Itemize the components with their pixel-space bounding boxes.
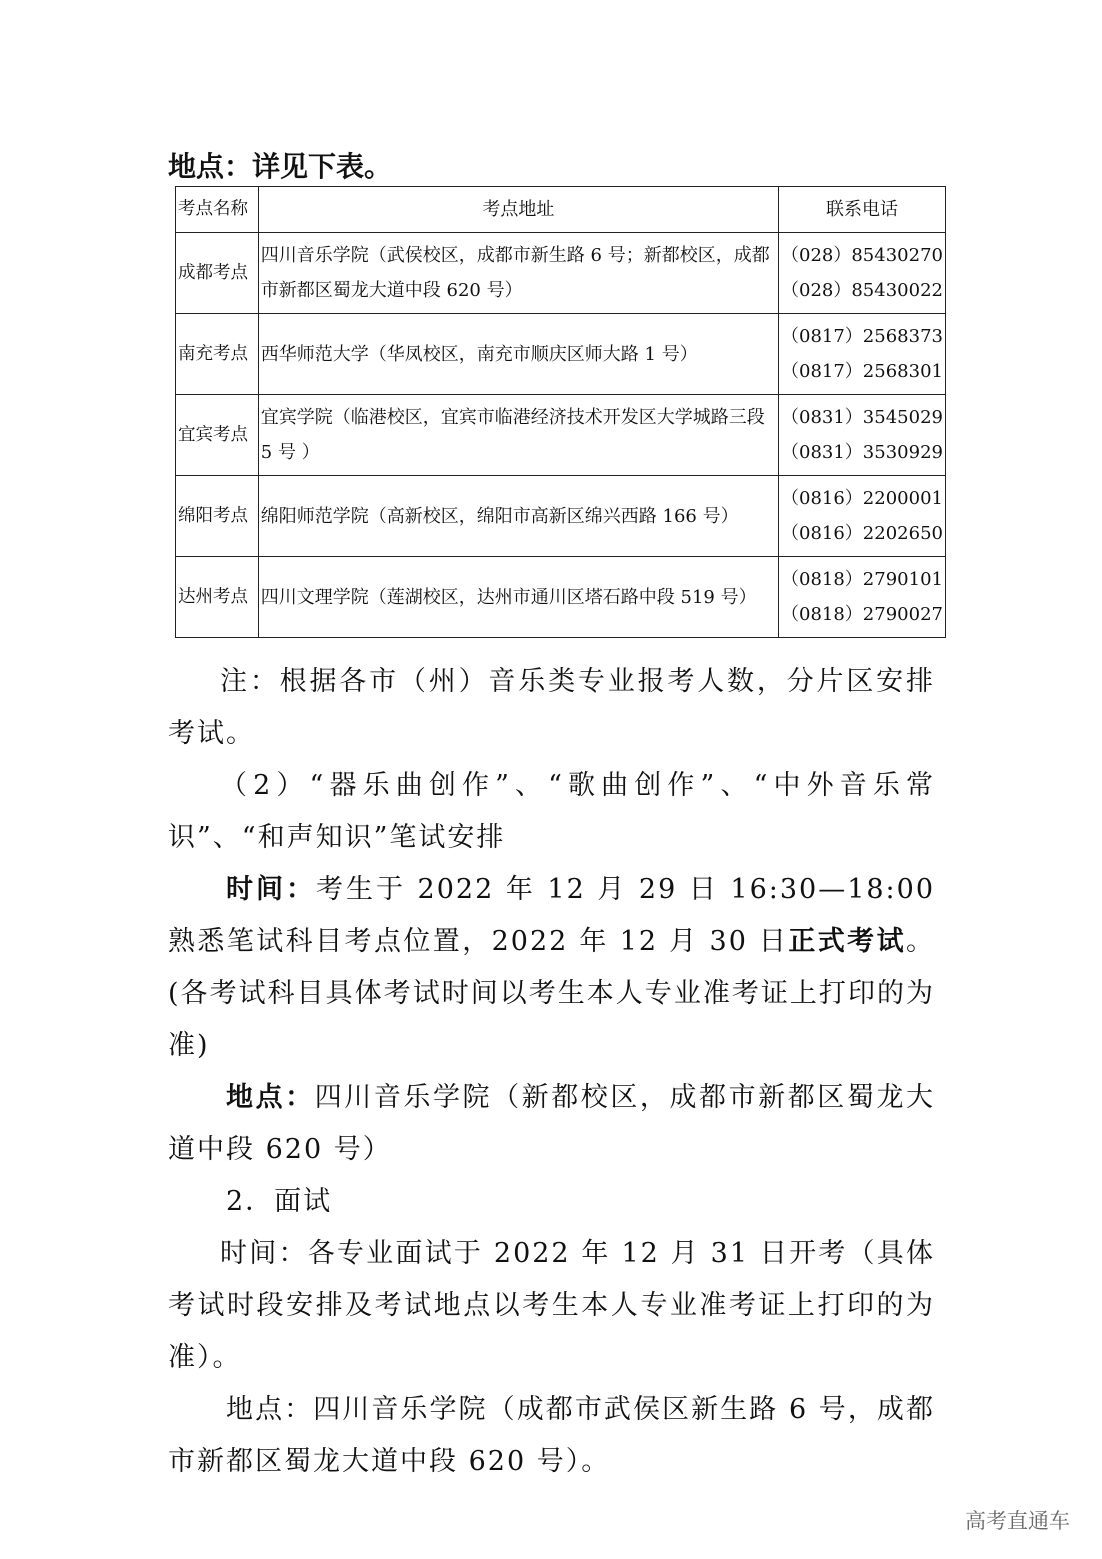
formal-exam-label: 正式考试 xyxy=(788,926,907,957)
phone: （028）85430270 xyxy=(781,245,943,266)
interview-heading: 2．面试 xyxy=(226,1186,333,1217)
phone: （0816）2202650 xyxy=(781,523,943,544)
site-phones xyxy=(779,233,946,314)
phone: （0818）2790101 xyxy=(781,569,943,590)
interview-time: 时间：各专业面试于 2022 年 12 月 31 日开考（具体考试时段安排及考试地点以考生本人专业准考证上打印的为准）。 xyxy=(168,1238,935,1373)
header-phone: 联系电话 xyxy=(779,187,946,233)
header-site-name: 考点名称 xyxy=(176,187,259,233)
phone: （0816）2200001 xyxy=(781,488,943,509)
site-phones xyxy=(779,395,946,476)
site-phones xyxy=(779,557,946,638)
site-address: 四川文理学院（莲湖校区，达州市通川区塔石路中段 519 号） xyxy=(258,557,778,638)
site-address: 西华师范大学（华凤校区，南充市顺庆区师大路 1 号） xyxy=(258,314,778,395)
exam-sites-table xyxy=(175,186,946,638)
phone: （028）85430022 xyxy=(781,280,943,301)
site-address: 绵阳师范学院（高新校区，绵阳市高新区绵兴西路 166 号） xyxy=(258,476,778,557)
written-exam-place xyxy=(168,1072,935,1176)
interview-place: 地点：四川音乐学院（成都市武侯区新生路 6 号，成都市新都区蜀龙大道中段 620 号）。 xyxy=(168,1394,935,1477)
table-row xyxy=(176,233,946,314)
note-paragraph: 注：根据各市（州）音乐类专业报考人数，分片区安排考试。 xyxy=(168,666,935,749)
written-exam-time xyxy=(168,864,935,1072)
phone: （0831）3545029 xyxy=(781,407,943,428)
place-label: 地点： xyxy=(226,1082,315,1113)
site-name: 宜宾考点 xyxy=(176,395,259,476)
time-text: 考生于 2022 年 12 月 29 日 16:30—18:00 熟悉笔试科目考点位置，2022 年 12 月 30 日 xyxy=(168,874,936,957)
document-body xyxy=(168,656,935,1488)
table-row xyxy=(176,314,946,395)
place-text: 四川音乐学院（新都校区，成都市新都区蜀龙大道中段 620 号） xyxy=(168,1082,936,1165)
site-name: 南充考点 xyxy=(176,314,259,395)
table-header-row xyxy=(176,187,946,233)
site-phones xyxy=(779,314,946,395)
watermark: 高考直通车 xyxy=(965,1509,1070,1533)
table-row xyxy=(176,557,946,638)
site-name: 绵阳考点 xyxy=(176,476,259,557)
phone: （0817）2568373 xyxy=(781,326,943,347)
phone: （0818）2790027 xyxy=(781,604,943,625)
site-address: 四川音乐学院（武侯校区，成都市新生路 6 号；新都校区，成都市新都区蜀龙大道中段 620 号） xyxy=(258,233,778,314)
header-address: 考点地址 xyxy=(258,187,778,233)
written-exam-heading: （2）“器乐曲创作”、“歌曲创作”、“中外音乐常识”、“和声知识”笔试安排 xyxy=(168,770,935,853)
site-address: 宜宾学院（临港校区，宜宾市临港经济技术开发区大学城路三段 5 号 ） xyxy=(258,395,778,476)
site-name: 成都考点 xyxy=(176,233,259,314)
table-row xyxy=(176,476,946,557)
table-row xyxy=(176,395,946,476)
section-title: 地点：详见下表。 xyxy=(168,150,393,183)
site-phones xyxy=(779,476,946,557)
time-label: 时间： xyxy=(226,874,316,905)
time-note: 。(各考试科目具体考试时间以考生本人专业准考证上打印的为准) xyxy=(168,926,936,1061)
site-name: 达州考点 xyxy=(176,557,259,638)
phone: （0831）3530929 xyxy=(781,442,943,463)
phone: （0817）2568301 xyxy=(781,361,943,382)
